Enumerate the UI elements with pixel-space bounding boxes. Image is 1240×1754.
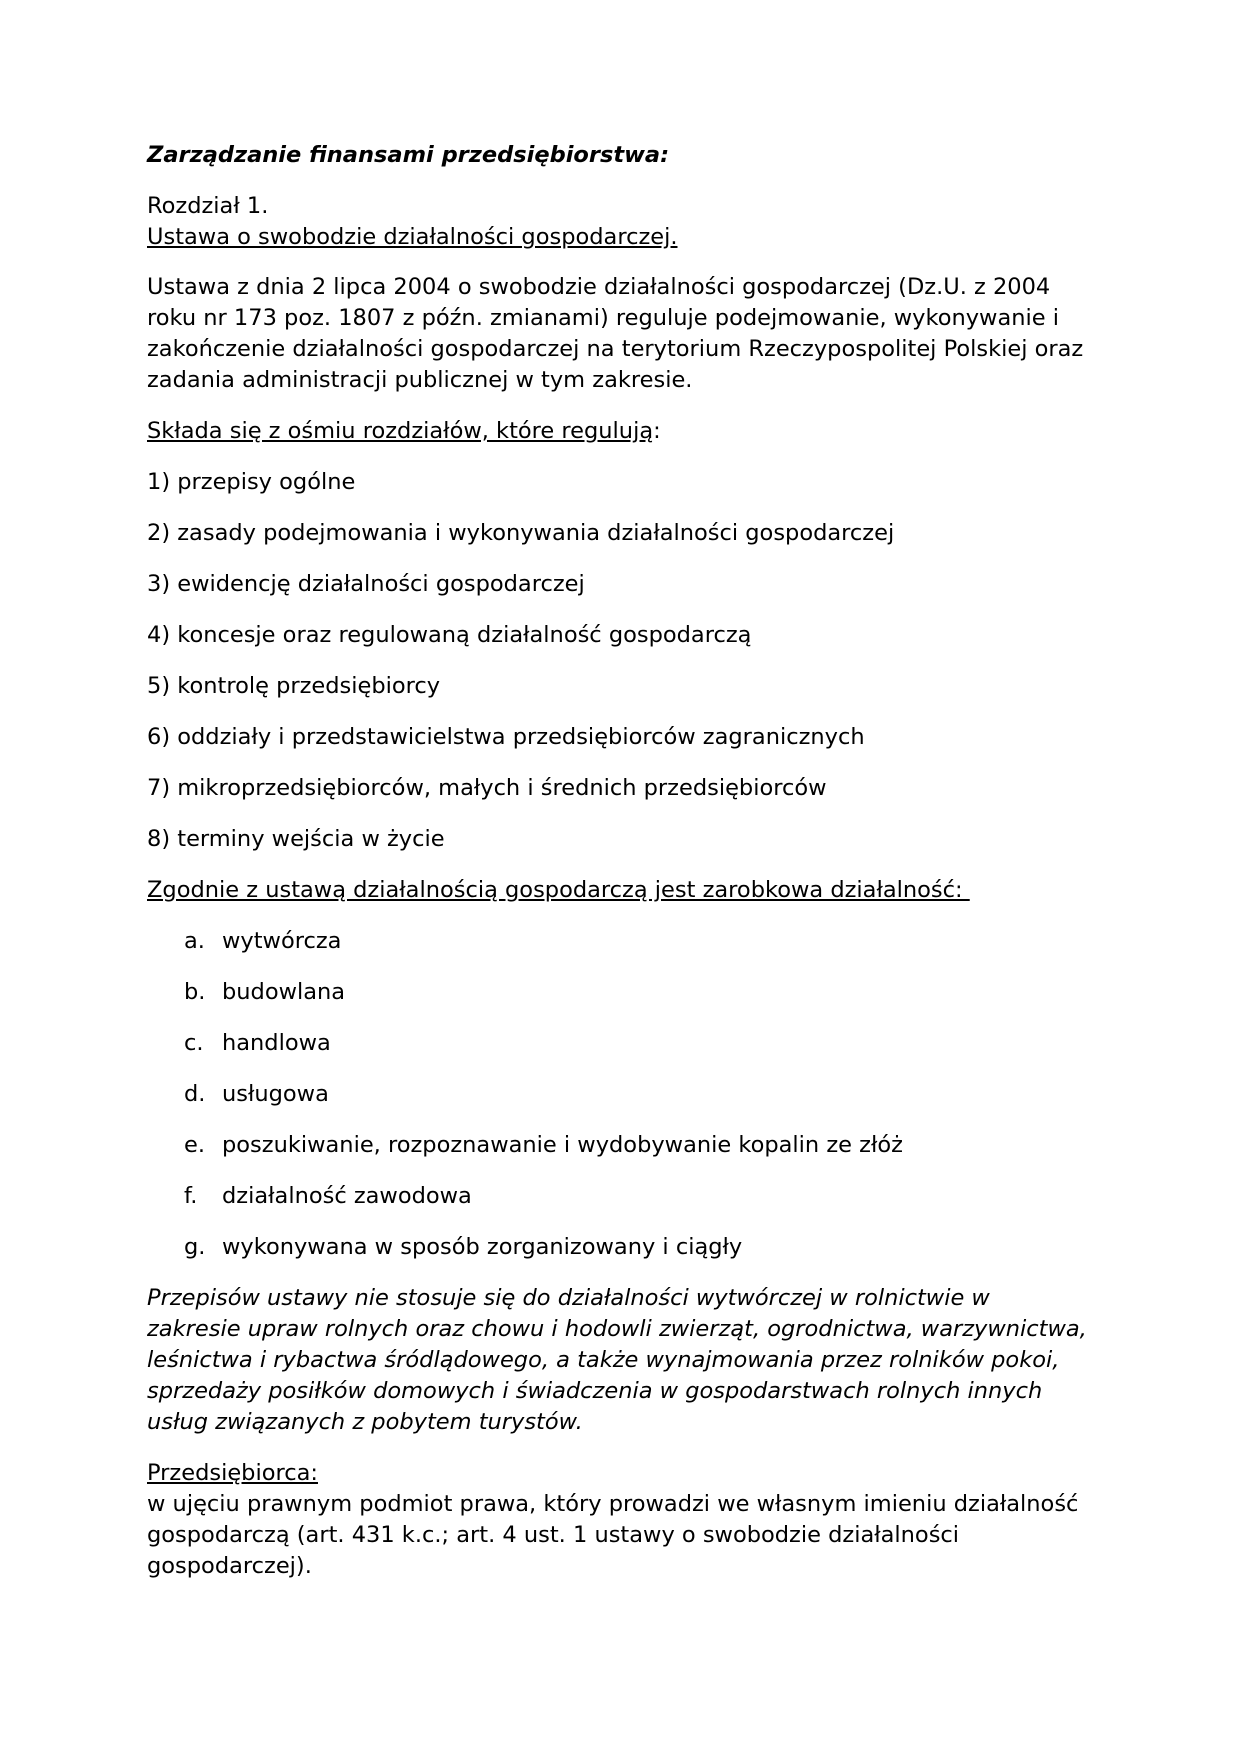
list-item: 1) przepisy ogólne: [147, 469, 356, 495]
list-item: 5) kontrolę przedsiębiorcy: [147, 673, 441, 699]
list-marker: a.: [184, 928, 205, 954]
list-marker: b.: [184, 979, 206, 1005]
document-page: [147, 140, 1087, 1602]
list-item: [147, 1028, 1087, 1059]
list-item: [147, 926, 1087, 957]
chapters-list: [147, 467, 1087, 855]
activity-list: [147, 926, 1087, 1263]
intro-paragraph: Ustawa z dnia 2 lipca 2004 o swobodzie działalności gospodarczej (Dz.U. z 2004 roku nr 173 poz. 1807 z późn. zmianami) reguluje podejmowanie, wykonywanie i zakończenie działalności gospodarczej na terytorium Rzeczypospolitej Polskiej oraz zadania administracji publicznej w tym zakresie.: [147, 274, 1084, 393]
list-item: 7) mikroprzedsiębiorców, małych i średnich przedsiębiorców: [147, 775, 827, 801]
list-marker: c.: [184, 1030, 204, 1056]
chapters-lead: [147, 416, 1087, 447]
list-marker: f.: [184, 1183, 198, 1209]
definition-body: w ujęciu prawnym podmiot prawa, który prowadzi we własnym imieniu działalność gospodarczą (art. 431 k.c.; art. 4 ust. 1 ustawy o swobodzie działalności gospodarczej).: [147, 1491, 1079, 1579]
chapter-heading: Ustawa o swobodzie działalności gospodarczej.: [147, 224, 678, 250]
activity-lead: Zgodnie z ustawą działalnością gospodarczą jest zarobkowa działalność:: [147, 877, 970, 903]
list-item: 8) terminy wejścia w życie: [147, 826, 445, 852]
list-item: 2) zasady podejmowania i wykonywania działalności gospodarczej: [147, 520, 895, 546]
list-item: [147, 977, 1087, 1008]
chapters-lead-text: Składa się z ośmiu rozdziałów, które regulują: [147, 418, 654, 444]
list-item-text: poszukiwanie, rozpoznawanie i wydobywanie kopalin ze złóż: [222, 1132, 903, 1158]
list-marker: g.: [184, 1234, 206, 1260]
list-item: 6) oddziały i przedstawicielstwa przedsiębiorców zagranicznych: [147, 724, 865, 750]
list-marker: d.: [184, 1081, 206, 1107]
list-item: 4) koncesje oraz regulowaną działalność gospodarczą: [147, 622, 752, 648]
list-marker: e.: [184, 1132, 205, 1158]
chapter-number: Rozdział 1.: [147, 193, 269, 219]
exclusion-paragraph: Przepisów ustawy nie stosuje się do działalności wytwórczej w rolnictwie w zakresie upraw rolnych oraz chowu i hodowli zwierząt, ogrodnictwa, warzywnictwa, leśnictwa i rybactwa śródlądowego, a także wynajmowania przez rolników pokoi, sprzedaży posiłków domowych i świadczenia w gospodarstwach rolnych innych usług związanych z pobytem turystów.: [147, 1285, 1087, 1435]
definition-heading: Przedsiębiorca:: [147, 1460, 318, 1486]
list-item-text: budowlana: [222, 979, 346, 1005]
document-title: Zarządzanie finansami przedsiębiorstwa:: [147, 142, 670, 168]
chapters-lead-colon: :: [653, 418, 661, 444]
list-item-text: wykonywana w sposób zorganizowany i ciągły: [222, 1234, 743, 1260]
list-item: [147, 1181, 1087, 1212]
list-item-text: działalność zawodowa: [222, 1183, 472, 1209]
list-item: [147, 1232, 1087, 1263]
list-item-text: handlowa: [222, 1030, 331, 1056]
list-item: [147, 1079, 1087, 1110]
list-item: 3) ewidencję działalności gospodarczej: [147, 571, 585, 597]
list-item: [147, 1130, 1087, 1161]
list-item-text: usługowa: [222, 1081, 329, 1107]
list-item-text: wytwórcza: [222, 928, 342, 954]
